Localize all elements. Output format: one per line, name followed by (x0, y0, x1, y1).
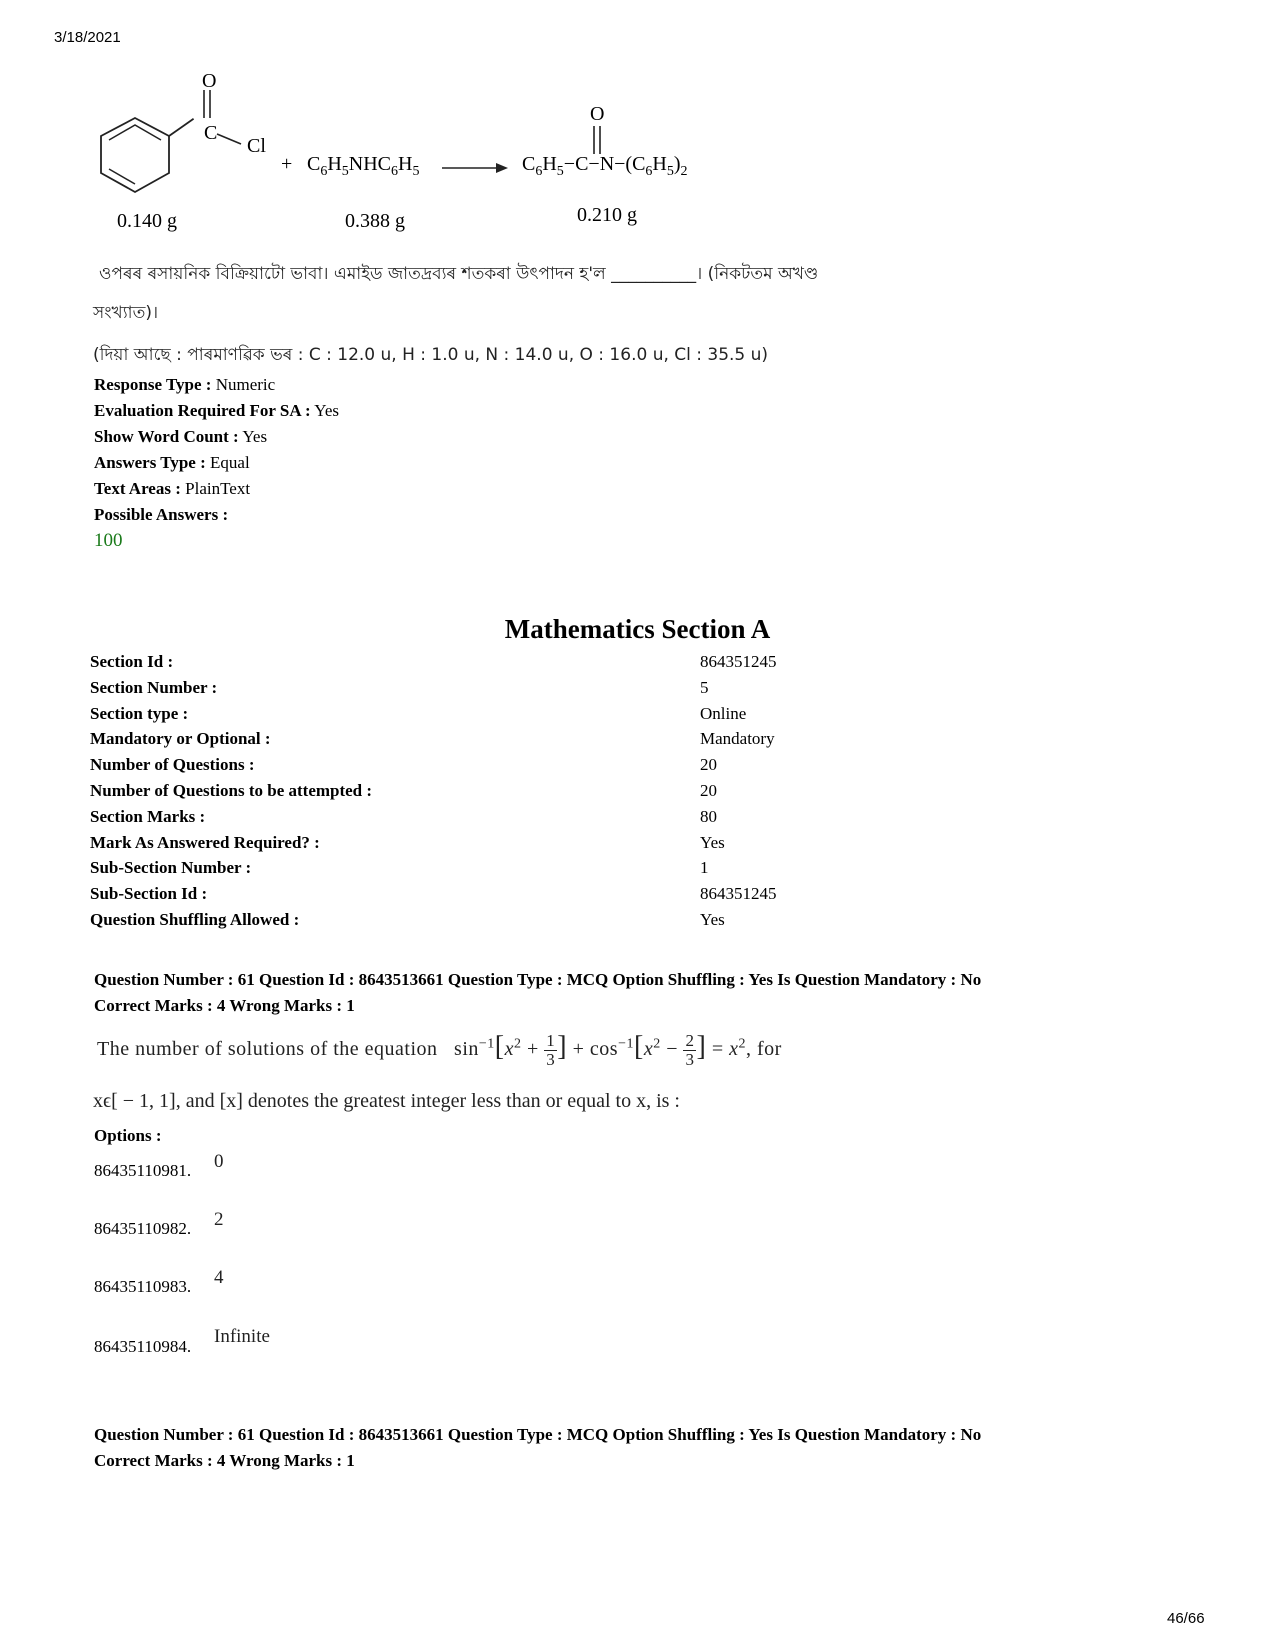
question-61-text-line-1: The number of solutions of the equation $\sin^{-1}[x^2 + 1$ $3] + \cos^{-1}[x^2 - 2$ $3] = x^2$, for (97, 1030, 782, 1069)
section-row-label: Sub-Section Id : (90, 884, 208, 903)
section-row-label: Section Marks : (90, 807, 206, 826)
mass-reactant-1: 0.140 g (117, 210, 177, 232)
reaction-arrow-icon (440, 158, 510, 178)
option-value[interactable]: 0 (214, 1151, 224, 1172)
print-date: 3/18/2021 (54, 29, 121, 46)
section-row-value: Online (700, 704, 747, 723)
diphenylamine-formula: $C_6H_5NHC_6H_5$ (307, 153, 420, 179)
section-row-value: Yes (700, 833, 725, 852)
section-row-value: 20 (700, 755, 717, 774)
answers-type-row: Answers Type : Equal (94, 453, 250, 472)
section-title: Mathematics Section A (504, 614, 771, 644)
question-61-header-line-1: Question Number : 61 Question Id : 8643513661 Question Type : MCQ Option Shuffling : Yes Is Question Mandatory : No (94, 970, 982, 989)
option-id: 86435110983. (94, 1277, 192, 1296)
option-id: 86435110981. (94, 1161, 192, 1180)
question-next-header-line-1: Question Number : 61 Question Id : 8643513661 Question Type : MCQ Option Shuffling : Yes Is Question Mandatory : No (94, 1425, 982, 1444)
section-row-value: Yes (700, 910, 725, 929)
question-next-header-line-2: Correct Marks : 4 Wrong Marks : 1 (94, 1451, 355, 1470)
options-label: Options : (94, 1126, 162, 1145)
section-row-label: Section type : (90, 704, 189, 723)
amide-product-formula: $C_6H_5-C-N-(C_6H_5)_2$ (522, 153, 688, 179)
equation: $\sin^{-1}[x^2 + 1$ $3] + \cos^{-1}[x^2 - 2$ $3] = x^2$ (443, 1030, 746, 1069)
show-word-count-row: Show Word Count : Yes (94, 427, 268, 446)
section-row-value: 864351245 (700, 652, 777, 671)
section-row-label: Mark As Answered Required? : (90, 833, 320, 852)
section-row-value: 80 (700, 807, 717, 826)
oxygen-label: O (202, 70, 217, 92)
possible-answer-value: 100 (94, 530, 123, 551)
possible-answers-row: Possible Answers : (94, 505, 229, 524)
section-row-label: Section Number : (90, 678, 218, 697)
chem-question-line-1: ওপৰৰ ৰসায়নিক বিক্ৰিয়াটো ভাবা। এমাইড জাতদ্ৰব্যৰ শতকৰা উৎপাদন হ'ল __________। (নিকটতম অখণ্ড (99, 264, 819, 284)
section-row-label: Number of Questions : (90, 755, 255, 774)
chlorine-label: Cl (247, 135, 266, 157)
page-number: 46/66 (1167, 1610, 1205, 1627)
section-row-label: Question Shuffling Allowed : (90, 910, 300, 929)
option-value[interactable]: Infinite (214, 1326, 270, 1347)
section-row-value: Mandatory (700, 729, 775, 748)
product-double-bond (590, 124, 606, 156)
response-type-row: Response Type : Numeric (94, 375, 276, 394)
carbon-label: C (204, 122, 218, 144)
chem-question-line-3: (দিয়া আছে : পাৰমাণৱিক ভৰ : C : 12.0 u, H : 1.0 u, N : 14.0 u, O : 16.0 u, Cl : 35.5 u) (93, 345, 769, 365)
question-61-text-line-2: xϵ[ − 1, 1], and [x] denotes the greatest integer less than or equal to x, is : (93, 1090, 680, 1112)
section-row-value: 864351245 (700, 884, 777, 903)
text-areas-row: Text Areas : PlainText (94, 479, 251, 498)
section-row-label: Section Id : (90, 652, 174, 671)
section-row-value: 5 (700, 678, 709, 697)
section-row-label: Sub-Section Number : (90, 858, 252, 877)
product-oxygen-label: O (590, 103, 605, 125)
question-61-header-line-2: Correct Marks : 4 Wrong Marks : 1 (94, 996, 355, 1015)
section-row-label: Number of Questions to be attempted : (90, 781, 373, 800)
chem-question-line-2: সংখ্যাত)। (93, 303, 159, 323)
option-id: 86435110982. (94, 1219, 192, 1238)
mass-product: 0.210 g (577, 204, 637, 226)
section-row-value: 20 (700, 781, 717, 800)
option-value[interactable]: 2 (214, 1209, 224, 1230)
evaluation-required-row: Evaluation Required For SA : Yes (94, 401, 340, 420)
option-id: 86435110984. (94, 1337, 192, 1356)
plus-sign: + (281, 153, 293, 175)
section-row-value: 1 (700, 858, 709, 877)
mass-reactant-2: 0.388 g (345, 210, 405, 232)
option-value[interactable]: 4 (214, 1267, 224, 1288)
section-row-label: Mandatory or Optional : (90, 729, 271, 748)
